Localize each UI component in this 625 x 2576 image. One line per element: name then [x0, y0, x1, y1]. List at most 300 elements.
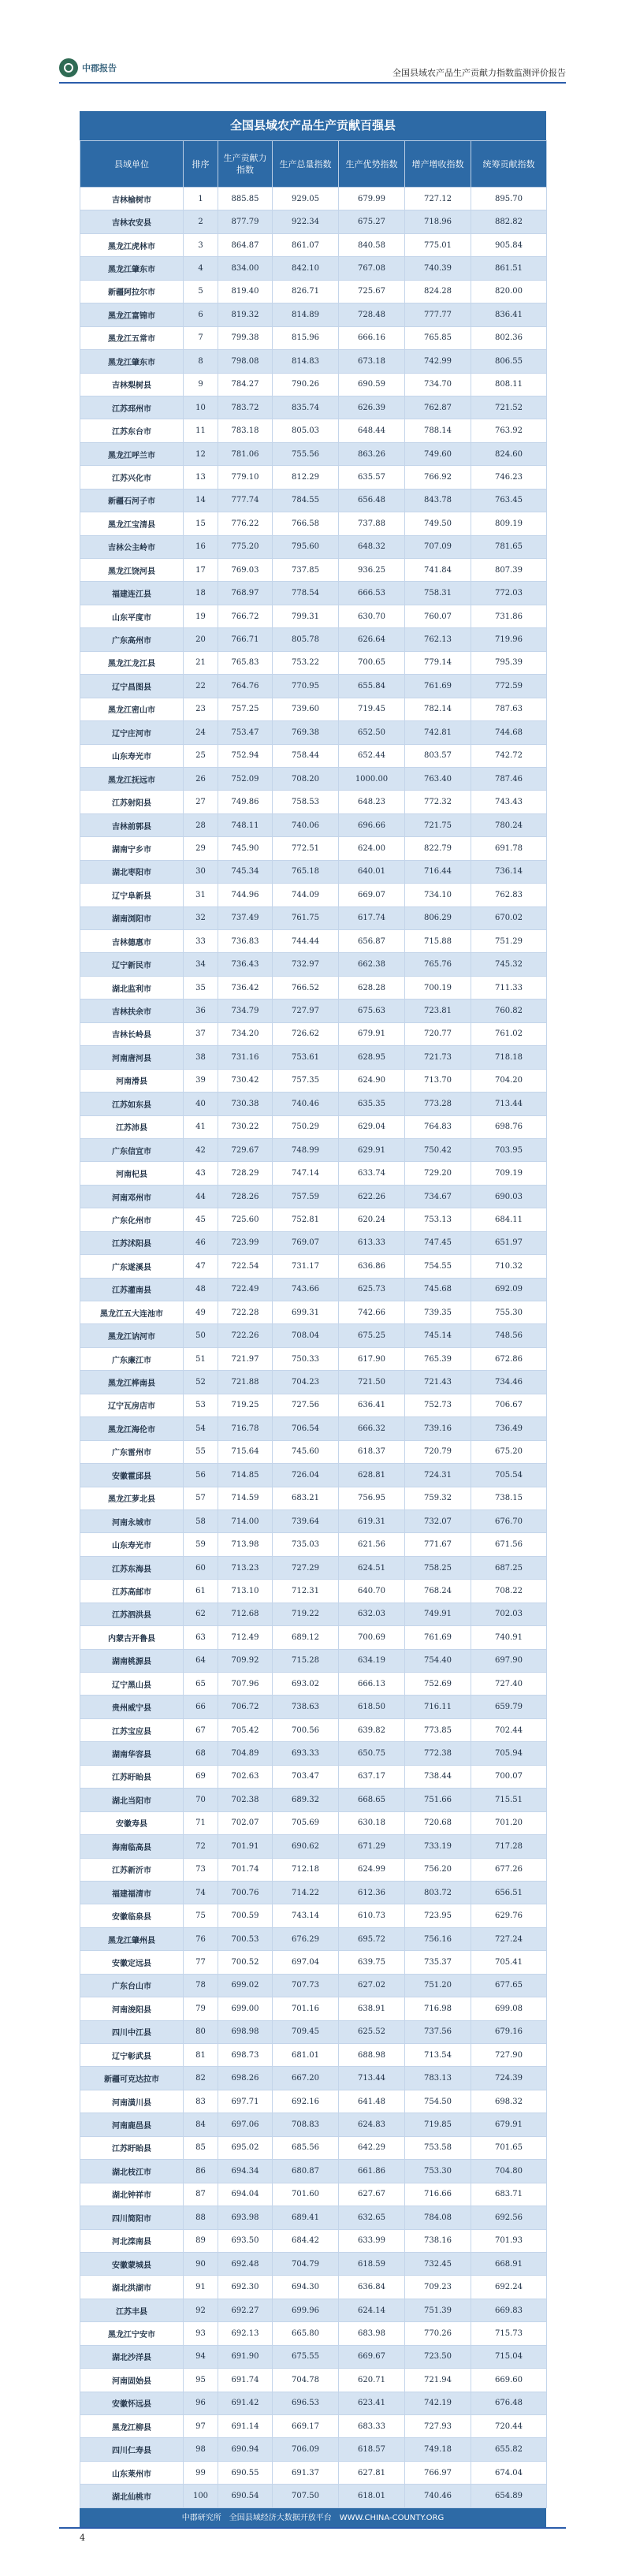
index-value-cell: 730.42 — [218, 1069, 273, 1092]
county-name-cell: 湖北监利市 — [80, 976, 184, 999]
index-value-cell: 705.42 — [218, 1718, 273, 1741]
table-row — [80, 675, 547, 698]
rank-cell: 60 — [184, 1556, 218, 1579]
index-value-cell: 701.91 — [218, 1835, 273, 1858]
county-name-cell: 江苏灌南县 — [80, 1278, 184, 1301]
index-value-cell: 679.16 — [471, 2020, 547, 2043]
index-value-cell: 824.60 — [471, 442, 547, 465]
index-value-cell: 656.51 — [471, 1881, 547, 1904]
county-name-cell: 黑龙江宁安市 — [80, 2322, 184, 2345]
index-value-cell: 840.58 — [339, 233, 405, 256]
index-value-cell: 753.61 — [273, 1046, 339, 1069]
index-value-cell: 775.20 — [218, 535, 273, 558]
table-row — [80, 2276, 547, 2299]
index-value-cell: 761.69 — [405, 1626, 471, 1649]
table-row — [80, 1927, 547, 1950]
table-row — [80, 559, 547, 582]
index-value-cell: 699.08 — [471, 1997, 547, 2020]
table-row — [80, 1162, 547, 1185]
index-value-cell: 630.70 — [339, 605, 405, 627]
county-name-cell: 黑龙江呼兰市 — [80, 442, 184, 465]
index-value-cell: 635.57 — [339, 466, 405, 489]
index-value-cell: 675.27 — [339, 210, 405, 233]
index-value-cell: 666.53 — [339, 582, 405, 605]
table-row — [80, 1904, 547, 1927]
rank-cell: 84 — [184, 2113, 218, 2136]
index-value-cell: 747.45 — [405, 1231, 471, 1254]
rank-cell: 75 — [184, 1904, 218, 1927]
column-header: 县域单位 — [80, 141, 184, 188]
county-name-cell: 吉林公主岭市 — [80, 535, 184, 558]
index-value-cell: 715.28 — [273, 1649, 339, 1672]
rank-cell: 36 — [184, 1000, 218, 1022]
county-name-cell: 河南永城市 — [80, 1509, 184, 1532]
index-value-cell: 699.31 — [273, 1301, 339, 1324]
index-value-cell: 655.84 — [339, 675, 405, 698]
county-name-cell: 黑龙江五常市 — [80, 326, 184, 349]
index-value-cell: 726.62 — [273, 1022, 339, 1045]
index-value-cell: 784.55 — [273, 489, 339, 512]
county-name-cell: 黑龙江柳县 — [80, 2415, 184, 2438]
county-name-cell: 广东台山市 — [80, 1974, 184, 1997]
index-value-cell: 781.65 — [471, 535, 547, 558]
index-value-cell: 719.96 — [471, 628, 547, 651]
county-name-cell: 黑龙江肇东市 — [80, 257, 184, 280]
county-name-cell: 黑龙江密山市 — [80, 698, 184, 720]
index-value-cell: 618.01 — [339, 2485, 405, 2507]
county-name-cell: 山东莱州市 — [80, 2461, 184, 2484]
index-value-cell: 732.97 — [273, 953, 339, 976]
index-value-cell: 764.76 — [218, 675, 273, 698]
index-value-cell: 675.63 — [339, 1000, 405, 1022]
index-value-cell: 765.85 — [405, 326, 471, 349]
index-value-cell: 707.50 — [273, 2485, 339, 2507]
index-value-cell: 799.38 — [218, 326, 273, 349]
county-name-cell: 新疆阿拉尔市 — [80, 280, 184, 303]
index-value-cell: 626.64 — [339, 628, 405, 651]
index-value-cell: 700.69 — [339, 1626, 405, 1649]
index-value-cell: 636.84 — [339, 2276, 405, 2299]
index-value-cell: 666.16 — [339, 326, 405, 349]
table-footer: 中郡研究所 全国县域经济大数据开放平台 WWW.CHINA-COUNTY.ORG — [80, 2508, 546, 2529]
table-row — [80, 1464, 547, 1487]
index-value-cell: 712.68 — [218, 1603, 273, 1625]
index-value-cell: 640.01 — [339, 860, 405, 883]
index-value-cell: 654.89 — [471, 2485, 547, 2507]
index-value-cell: 753.47 — [218, 721, 273, 744]
index-value-cell: 835.74 — [273, 396, 339, 419]
index-value-cell: 683.21 — [273, 1487, 339, 1509]
rank-cell: 26 — [184, 767, 218, 790]
index-value-cell: 672.86 — [471, 1347, 547, 1370]
county-name-cell: 湖北当阳市 — [80, 1789, 184, 1811]
index-value-cell: 699.02 — [218, 1974, 273, 1997]
index-value-cell: 722.28 — [218, 1301, 273, 1324]
index-value-cell: 743.66 — [273, 1278, 339, 1301]
table-row — [80, 837, 547, 860]
table-row — [80, 188, 547, 210]
index-value-cell: 697.06 — [218, 2113, 273, 2136]
index-value-cell: 707.09 — [405, 535, 471, 558]
rank-cell: 13 — [184, 466, 218, 489]
index-value-cell: 669.07 — [339, 884, 405, 906]
index-value-cell: 721.97 — [218, 1347, 273, 1370]
index-value-cell: 640.70 — [339, 1580, 405, 1603]
rank-cell: 55 — [184, 1440, 218, 1463]
index-value-cell: 773.85 — [405, 1718, 471, 1741]
index-value-cell: 697.71 — [218, 2090, 273, 2113]
table-row — [80, 2345, 547, 2368]
index-value-cell: 762.13 — [405, 628, 471, 651]
table-row — [80, 1811, 547, 1834]
index-value-cell: 715.88 — [405, 930, 471, 953]
index-value-cell: 624.51 — [339, 1556, 405, 1579]
index-value-cell: 689.41 — [273, 2206, 339, 2229]
rank-cell: 73 — [184, 1858, 218, 1881]
index-value-cell: 707.73 — [273, 1974, 339, 1997]
index-value-cell: 701.74 — [218, 1858, 273, 1881]
index-value-cell: 716.44 — [405, 860, 471, 883]
county-name-cell: 江苏兴化市 — [80, 466, 184, 489]
index-value-cell: 727.56 — [273, 1394, 339, 1416]
index-value-cell: 712.49 — [218, 1626, 273, 1649]
index-value-cell: 771.67 — [405, 1533, 471, 1556]
index-value-cell: 745.90 — [218, 837, 273, 860]
county-name-cell: 江苏射阳县 — [80, 791, 184, 813]
index-value-cell: 693.33 — [273, 1742, 339, 1765]
index-value-cell: 740.39 — [405, 257, 471, 280]
index-value-cell: 819.32 — [218, 303, 273, 326]
index-value-cell: 861.07 — [273, 233, 339, 256]
index-value-cell: 775.01 — [405, 233, 471, 256]
table-row — [80, 1789, 547, 1811]
index-value-cell: 699.96 — [273, 2299, 339, 2321]
table-row — [80, 1022, 547, 1045]
county-name-cell: 辽宁庄河市 — [80, 721, 184, 744]
rank-cell: 11 — [184, 419, 218, 442]
index-value-cell: 746.23 — [471, 466, 547, 489]
index-value-cell: 692.24 — [471, 2276, 547, 2299]
table-row — [80, 1649, 547, 1672]
county-name-cell: 河南潢川县 — [80, 2090, 184, 2113]
table-row — [80, 2206, 547, 2229]
index-value-cell: 715.73 — [471, 2322, 547, 2345]
rank-cell: 22 — [184, 675, 218, 698]
index-value-cell: 799.31 — [273, 605, 339, 627]
table-row — [80, 210, 547, 233]
index-value-cell: 765.39 — [405, 1347, 471, 1370]
rank-cell: 48 — [184, 1278, 218, 1301]
index-value-cell: 625.73 — [339, 1278, 405, 1301]
table-body — [80, 188, 547, 2508]
index-value-cell: 814.89 — [273, 303, 339, 326]
rank-cell: 82 — [184, 2067, 218, 2090]
index-value-cell: 717.28 — [471, 1835, 547, 1858]
page-number: 4 — [80, 2533, 85, 2543]
index-value-cell: 713.44 — [339, 2067, 405, 2090]
county-name-cell: 新疆可克达拉市 — [80, 2067, 184, 2090]
index-value-cell: 636.41 — [339, 1394, 405, 1416]
table-row — [80, 303, 547, 326]
index-value-cell: 715.64 — [218, 1440, 273, 1463]
index-value-cell: 734.10 — [405, 884, 471, 906]
county-name-cell: 广东高州市 — [80, 628, 184, 651]
table-row — [80, 1301, 547, 1324]
rank-cell: 6 — [184, 303, 218, 326]
index-value-cell: 694.04 — [218, 2183, 273, 2206]
index-value-cell: 690.03 — [471, 1185, 547, 1208]
index-value-cell: 711.33 — [471, 976, 547, 999]
index-value-cell: 610.73 — [339, 1904, 405, 1927]
county-name-cell: 黑龙江萝北县 — [80, 1487, 184, 1509]
index-value-cell: 724.39 — [471, 2067, 547, 2090]
index-value-cell: 690.55 — [218, 2461, 273, 2484]
rank-cell: 93 — [184, 2322, 218, 2345]
county-name-cell: 江苏丰县 — [80, 2299, 184, 2321]
table-row — [80, 1394, 547, 1416]
index-value-cell: 812.29 — [273, 466, 339, 489]
table-row — [80, 930, 547, 953]
index-value-cell: 758.25 — [405, 1556, 471, 1579]
index-value-cell: 723.99 — [218, 1231, 273, 1254]
index-value-cell: 744.44 — [273, 930, 339, 953]
index-value-cell: 693.02 — [273, 1673, 339, 1696]
index-value-cell: 721.73 — [405, 1046, 471, 1069]
rank-cell: 5 — [184, 280, 218, 303]
index-value-cell: 687.25 — [471, 1556, 547, 1579]
index-value-cell: 754.50 — [405, 2090, 471, 2113]
county-name-cell: 湖北钟祥市 — [80, 2183, 184, 2206]
county-name-cell: 江苏高邮市 — [80, 1580, 184, 1603]
county-name-cell: 吉林长岭县 — [80, 1022, 184, 1045]
index-value-cell: 753.22 — [273, 651, 339, 674]
table-row — [80, 1278, 547, 1301]
index-value-cell: 612.36 — [339, 1881, 405, 1904]
table-row — [80, 2229, 547, 2252]
index-value-cell: 617.90 — [339, 1347, 405, 1370]
rank-cell: 42 — [184, 1138, 218, 1161]
table-row — [80, 1765, 547, 1788]
table-row — [80, 2392, 547, 2414]
index-value-cell: 752.09 — [218, 767, 273, 790]
rank-cell: 65 — [184, 1673, 218, 1696]
index-value-cell: 621.56 — [339, 1533, 405, 1556]
index-value-cell: 731.16 — [218, 1046, 273, 1069]
index-value-cell: 745.34 — [218, 860, 273, 883]
index-value-cell: 751.66 — [405, 1789, 471, 1811]
index-value-cell: 776.22 — [218, 512, 273, 535]
county-name-cell: 黑龙江虎林市 — [80, 233, 184, 256]
index-value-cell: 722.26 — [218, 1324, 273, 1347]
ranking-table-container — [80, 111, 546, 2529]
index-value-cell: 726.04 — [273, 1464, 339, 1487]
table-row — [80, 535, 547, 558]
column-header: 生产总量指数 — [273, 141, 339, 188]
index-value-cell: 768.24 — [405, 1580, 471, 1603]
table-row — [80, 1046, 547, 1069]
table-row — [80, 1000, 547, 1022]
index-value-cell: 780.24 — [471, 813, 547, 836]
county-name-cell: 湖北洪湖市 — [80, 2276, 184, 2299]
index-value-cell: 721.75 — [405, 813, 471, 836]
index-value-cell: 764.83 — [405, 1115, 471, 1138]
index-value-cell: 689.12 — [273, 1626, 339, 1649]
table-row — [80, 884, 547, 906]
county-name-cell: 安徽霍邱县 — [80, 1464, 184, 1487]
index-value-cell: 627.02 — [339, 1974, 405, 1997]
table-row — [80, 2369, 547, 2392]
rank-cell: 35 — [184, 976, 218, 999]
county-name-cell: 辽宁瓦房店市 — [80, 1394, 184, 1416]
index-value-cell: 765.83 — [218, 651, 273, 674]
index-value-cell: 766.52 — [273, 976, 339, 999]
county-name-cell: 福建福清市 — [80, 1881, 184, 1904]
footer-divider — [59, 2527, 566, 2529]
index-value-cell: 692.27 — [218, 2299, 273, 2321]
county-name-cell: 江苏邳州市 — [80, 396, 184, 419]
table-row — [80, 744, 547, 767]
table-row — [80, 2299, 547, 2321]
index-value-cell: 727.97 — [273, 1000, 339, 1022]
table-row — [80, 651, 547, 674]
table-row — [80, 1881, 547, 1904]
index-value-cell: 750.33 — [273, 1347, 339, 1370]
index-value-cell: 737.85 — [273, 559, 339, 582]
index-value-cell: 713.23 — [218, 1556, 273, 1579]
rank-cell: 64 — [184, 1649, 218, 1672]
index-value-cell: 863.26 — [339, 442, 405, 465]
index-value-cell: 748.11 — [218, 813, 273, 836]
rank-cell: 81 — [184, 2044, 218, 2067]
county-name-cell: 江苏沭阳县 — [80, 1231, 184, 1254]
index-value-cell: 929.05 — [273, 188, 339, 210]
index-value-cell: 713.70 — [405, 1069, 471, 1092]
index-value-cell: 728.48 — [339, 303, 405, 326]
county-name-cell: 黑龙江饶河县 — [80, 559, 184, 582]
table-row — [80, 396, 547, 419]
county-name-cell: 黑龙江讷河市 — [80, 1324, 184, 1347]
rank-cell: 33 — [184, 930, 218, 953]
index-value-cell: 759.32 — [405, 1487, 471, 1509]
index-value-cell: 733.19 — [405, 1835, 471, 1858]
index-value-cell: 834.00 — [218, 257, 273, 280]
rank-cell: 25 — [184, 744, 218, 767]
index-value-cell: 729.20 — [405, 1162, 471, 1185]
rank-cell: 95 — [184, 2369, 218, 2392]
index-value-cell: 803.57 — [405, 744, 471, 767]
rank-cell: 59 — [184, 1533, 218, 1556]
index-value-cell: 766.72 — [218, 605, 273, 627]
table-row — [80, 2322, 547, 2345]
county-name-cell: 黑龙江海伦市 — [80, 1417, 184, 1440]
index-value-cell: 749.91 — [405, 1603, 471, 1625]
index-value-cell: 788.14 — [405, 419, 471, 442]
table-row — [80, 1324, 547, 1347]
index-value-cell: 740.06 — [273, 813, 339, 836]
index-value-cell: 826.71 — [273, 280, 339, 303]
rank-cell: 43 — [184, 1162, 218, 1185]
table-row — [80, 2020, 547, 2043]
index-value-cell: 822.79 — [405, 837, 471, 860]
index-value-cell: 777.74 — [218, 489, 273, 512]
index-value-cell: 734.70 — [405, 373, 471, 396]
index-value-cell: 669.60 — [471, 2369, 547, 2392]
index-value-cell: 706.67 — [471, 1394, 547, 1416]
index-value-cell: 719.25 — [218, 1394, 273, 1416]
table-row — [80, 1487, 547, 1509]
index-value-cell: 721.52 — [471, 396, 547, 419]
rank-cell: 88 — [184, 2206, 218, 2229]
index-value-cell: 718.96 — [405, 210, 471, 233]
index-value-cell: 639.82 — [339, 1718, 405, 1741]
index-value-cell: 738.15 — [471, 1487, 547, 1509]
index-value-cell: 722.54 — [218, 1255, 273, 1278]
index-value-cell: 693.98 — [218, 2206, 273, 2229]
rank-cell: 97 — [184, 2415, 218, 2438]
index-value-cell: 805.03 — [273, 419, 339, 442]
logo-mark-icon — [59, 58, 78, 77]
rank-cell: 67 — [184, 1718, 218, 1741]
index-value-cell: 669.67 — [339, 2345, 405, 2368]
index-value-cell: 700.59 — [218, 1904, 273, 1927]
index-value-cell: 864.87 — [218, 233, 273, 256]
column-header: 生产优势指数 — [339, 141, 405, 188]
index-value-cell: 692.48 — [218, 2252, 273, 2275]
index-value-cell: 724.31 — [405, 1464, 471, 1487]
index-value-cell: 843.78 — [405, 489, 471, 512]
index-value-cell: 720.68 — [405, 1811, 471, 1834]
index-value-cell: 787.46 — [471, 767, 547, 790]
table-row — [80, 2461, 547, 2484]
index-value-cell: 669.83 — [471, 2299, 547, 2321]
index-value-cell: 734.46 — [471, 1371, 547, 1394]
index-value-cell: 772.03 — [471, 582, 547, 605]
index-value-cell: 632.65 — [339, 2206, 405, 2229]
table-row — [80, 419, 547, 442]
table-row — [80, 2485, 547, 2507]
index-value-cell: 721.88 — [218, 1371, 273, 1394]
index-value-cell: 745.60 — [273, 1440, 339, 1463]
index-value-cell: 706.09 — [273, 2438, 339, 2461]
county-name-cell: 广东化州市 — [80, 1208, 184, 1231]
table-row — [80, 512, 547, 535]
index-value-cell: 702.63 — [218, 1765, 273, 1788]
index-value-cell: 720.79 — [405, 1440, 471, 1463]
index-value-cell: 761.02 — [471, 1022, 547, 1045]
index-value-cell: 648.32 — [339, 535, 405, 558]
index-value-cell: 620.24 — [339, 1208, 405, 1231]
index-value-cell: 674.04 — [471, 2461, 547, 2484]
index-value-cell: 702.44 — [471, 1718, 547, 1741]
rank-cell: 57 — [184, 1487, 218, 1509]
index-value-cell: 745.32 — [471, 953, 547, 976]
index-value-cell: 727.12 — [405, 188, 471, 210]
index-value-cell: 679.99 — [339, 188, 405, 210]
rank-cell: 71 — [184, 1811, 218, 1834]
index-value-cell: 705.94 — [471, 1742, 547, 1765]
index-value-cell: 680.87 — [273, 2160, 339, 2183]
index-value-cell: 842.10 — [273, 257, 339, 280]
table-row — [80, 1208, 547, 1231]
county-name-cell: 安徽临泉县 — [80, 1904, 184, 1927]
index-value-cell: 691.78 — [471, 837, 547, 860]
county-name-cell: 广东廉江市 — [80, 1347, 184, 1370]
index-value-cell: 620.71 — [339, 2369, 405, 2392]
index-value-cell: 624.90 — [339, 1069, 405, 1092]
county-name-cell: 黑龙江桦南县 — [80, 1371, 184, 1394]
index-value-cell: 725.60 — [218, 1208, 273, 1231]
table-row — [80, 1417, 547, 1440]
